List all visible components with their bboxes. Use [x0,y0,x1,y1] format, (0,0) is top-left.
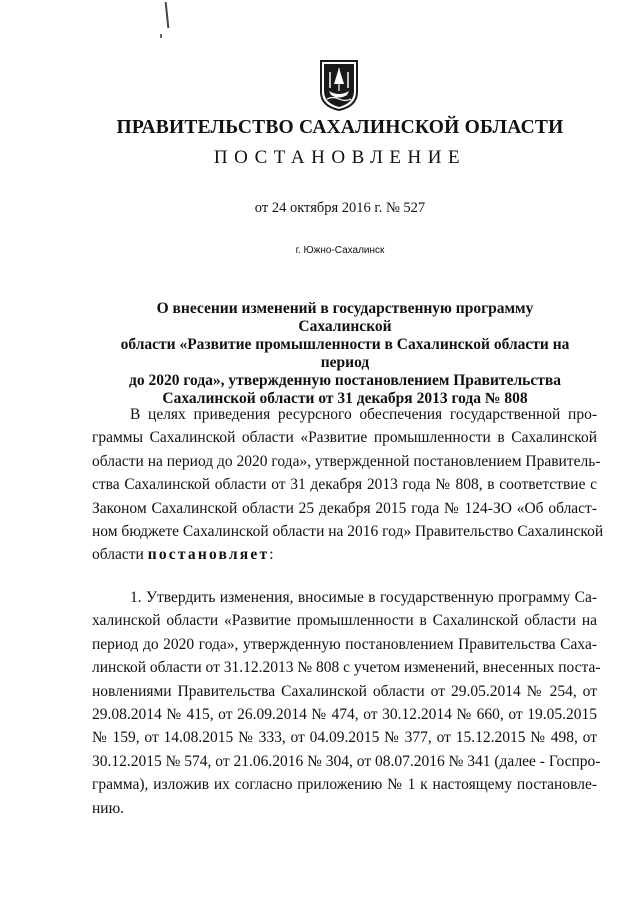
text-line: нию. [92,799,125,817]
document-type: ПОСТАНОВЛЕНИЕ [213,147,467,168]
resolution-suffix: : [269,546,274,564]
coat-of-arms-icon [318,58,360,112]
text-line: 29.08.2014 № 415, от 26.09.2014 № 474, от 30.12.2014 № 660, от 19.05.2015 [92,706,597,724]
subject-line: Сахалинской области от 31 декабря 2013 года № 808 [162,390,528,407]
text-line: период до 2020 года», утвержденную постановлением Правительства Саха- [92,635,597,653]
text-line: ства Сахалинской области от 31 декабря 2013 года № 808, в соответствие с [92,476,597,494]
scan-artifact-line [165,2,170,28]
scan-artifact-dot [160,34,162,38]
text-line: Законом Сахалинской области 25 декабря 2015 года № 124-ЗО «Об област- [92,499,597,517]
text-line: грамма), изложив их согласно приложению № 1 к настоящему постановле- [92,776,597,794]
subject-line: О внесении изменений в государственную программу Сахалинской [156,300,534,335]
text-line: новлениями Правительства Сахалинской области от 29.05.2014 № 254, от [92,682,597,700]
text-line: линской области от 31.12.2013 № 808 с учетом изменений, внесенных поста- [92,659,601,677]
text-line: № 159, от 14.08.2015 № 333, от 04.09.2015 № 377, от 15.12.2015 № 498, от [92,729,597,747]
text-line: граммы Сахалинской области «Развитие промышленности в Сахалинской [92,429,597,447]
resolution-keyword: постановляет [147,546,270,564]
preamble-paragraph [92,403,604,567]
text-line: В целях приведения ресурсного обеспечения государственной про- [130,406,597,423]
text-line-resolution [92,543,597,566]
document-subject [110,300,580,408]
text-line: ном бюджете Сахалинской области на 2016 год» Правительство Сахалинской [92,523,604,541]
clause-1-paragraph [92,586,601,820]
subject-line: до 2020 года», утвержденную постановлением Правительства [129,372,561,389]
document-date: от 24 октября 2016 г. № 527 [254,200,426,216]
text-line: 30.12.2015 № 574, от 21.06.2016 № 304, от 08.07.2016 № 341 (далее - Госпро- [92,752,601,770]
text-line: халинской области «Развитие промышленности в Сахалинской области на [92,612,597,630]
text-line: 1. Утвердить изменения, вносимые в государственную программу Са- [130,589,597,606]
text-line: области на период до 2020 года», утвержденной постановлением Правитель- [92,452,601,470]
subject-line: области «Развитие промышленности в Сахалинской области на период [120,336,570,371]
document-city: г. Южно-Сахалинск [295,245,385,256]
resolution-prefix: области [92,546,148,564]
government-title: ПРАВИТЕЛЬСТВО САХАЛИНСКОЙ ОБЛАСТИ [116,117,564,138]
